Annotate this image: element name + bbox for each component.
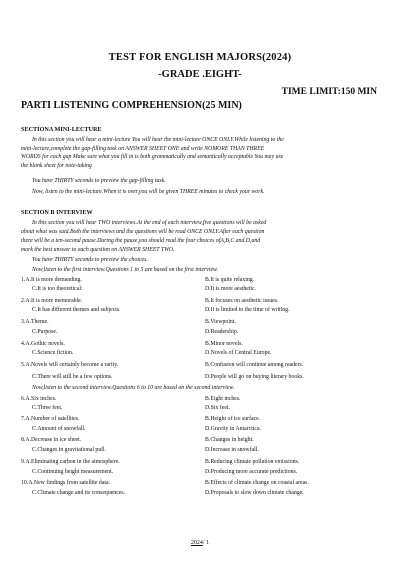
- question-4-option-a: 4.A.Gothic novels.: [21, 341, 65, 347]
- question-8-option-d: D.Increase in snowfall.: [205, 447, 259, 453]
- first-interview-instruction: Now,listen to the first interview.Questions 1 to 5 are based on the first interview.: [32, 267, 218, 273]
- second-interview-instruction: Now,listen to the second interview.Questions 6 to 10 are based on the second interview.: [32, 385, 235, 391]
- exam-title: TEST FOR ENGLISH MAJORS(2024): [108, 52, 292, 63]
- section-b-instruction-line-1: In this section you will hear TWO interviews.At the end of each interview,five questions will be asked: [32, 220, 267, 226]
- page-footer: [0, 540, 400, 546]
- question-6-option-b: B.Eight inches.: [205, 396, 241, 402]
- question-3-option-b: B.Viewpoint.: [205, 319, 236, 325]
- grade-label: -GRADE .EIGHT-: [158, 69, 242, 80]
- page-number: / 1: [202, 540, 210, 546]
- question-1-option-d: D.It is more aesthetic.: [205, 286, 257, 292]
- question-6-option-d: D.Six feet.: [205, 405, 230, 411]
- section-a-preview-line: You have THIRTY seconds to preview the gap-filling task.: [32, 178, 166, 184]
- question-5-option-b: B.Confusion will continue among readers.: [205, 362, 304, 368]
- time-limit: TIME LIMIT:150 MIN: [281, 87, 377, 97]
- question-5-option-c: C.There will still be a few options.: [32, 374, 113, 380]
- question-6-option-a: 6.A.Six inches.: [21, 396, 57, 402]
- question-2-option-d: D.It is limited to the time of writing.: [205, 307, 290, 313]
- question-5-option-a: 5.A.Novels will certainly become a rarity.: [21, 362, 119, 368]
- question-8-option-a: 8.A.Decrease in ice sheet.: [21, 437, 82, 443]
- question-5-option-d: D.People will go on buying literary books.: [205, 374, 304, 380]
- question-4-option-b: B.Minor novels.: [205, 341, 243, 347]
- section-b-heading: SECTION B INTERVIEW: [21, 209, 93, 216]
- section-a-instruction-line-4: the blank sheet for note-taking: [21, 162, 92, 169]
- question-9-option-b: B.Reducing climate pollution emissions.: [205, 459, 300, 465]
- section-b-instruction-line-3: there will be a ten-second pause.During the pause,you should read the four choices ofA,B,C and D,and: [21, 238, 261, 244]
- question-4-option-d: D.Novels of Central Europe.: [205, 350, 272, 356]
- question-3-option-d: D.Readership.: [205, 329, 239, 335]
- section-a-instruction-line-1: In this section you will hear a mini-lecture You will hear the mini-lecture ONCE ONLY.While listening to the: [32, 137, 284, 143]
- question-1-option-a: 1.A.It is more demanding.: [21, 277, 82, 283]
- section-a-listen-line: Now, listen to the mini-lecture.When it is over,you will be given THREE minutes to check your work.: [32, 189, 265, 195]
- question-8-option-c: C.Changes in gravitational pull.: [32, 447, 106, 453]
- question-7-option-a: 7.A.Number of satellites.: [21, 416, 80, 422]
- question-3-option-a: 3.A.Theme.: [21, 319, 49, 325]
- question-10-option-c: C.Climate change and its consequences.: [32, 490, 126, 496]
- question-1-option-c: C.It is too theoretical:: [32, 286, 83, 292]
- question-2-option-c: C.It has different themes and subjects.: [32, 307, 121, 313]
- question-10-option-d: D.Proposals to slow down climate change.: [205, 490, 304, 496]
- question-4-option-c: C.Science fiction.: [32, 350, 74, 356]
- section-b-preview-line: You have THIRTY seconds to preview the choices.: [32, 257, 148, 263]
- question-8-option-b: B.Changes in height.: [205, 437, 254, 443]
- question-2-option-b: B.It focuses on aesthetic issues.: [205, 298, 279, 304]
- question-9-option-c: C.Continuing height measurement.: [32, 469, 114, 475]
- question-6-option-c: C.Three feet.: [32, 405, 63, 411]
- question-9-option-d: D.Producing more accurate predictions.: [205, 469, 298, 475]
- page-year: 2024: [190, 540, 203, 546]
- section-b-instruction-line-2: about what was said.Both the interviews and the questions will be read ONCE ONLY.After each question: [21, 229, 265, 235]
- question-2-option-a: 2.A.It is more memorable.: [21, 298, 83, 304]
- question-7-option-c: C.Amount of snowfall.: [32, 426, 86, 432]
- section-a-instruction-line-3: WORDS for each gap Make sure what you fill in is both grammatically and semantically acceptable You may use: [21, 154, 284, 160]
- question-9-option-a: 9.A.Eliminating carbon in the atmosphere.: [21, 459, 120, 465]
- part-heading: PARTI LISTENING COMPREHENSION(25 MIN): [21, 100, 242, 111]
- question-3-option-c: C.Purpose.: [32, 329, 58, 335]
- question-7-option-d: D.Gravity in Antarctica.: [205, 426, 262, 432]
- section-a-instruction-line-2: mini-lecture,complete the gap-filling task on ANSWER SHEET ONE and write NOMORE THAN THREE: [21, 145, 265, 152]
- question-10-option-b: B.Effects of climate change on coastal areas.: [205, 480, 309, 486]
- section-a-heading: SECTIONA MINI-LECTURE: [21, 126, 102, 133]
- section-b-instruction-line-4: mark the best answer to each question on ANSWER SHEET TWO.: [21, 247, 175, 253]
- question-10-option-a: 10.A.New findings from satellite data.: [21, 480, 111, 486]
- question-1-option-b: B.It is quite relaxing.: [205, 277, 255, 283]
- question-7-option-b: B.Height of ice surface.: [205, 416, 261, 422]
